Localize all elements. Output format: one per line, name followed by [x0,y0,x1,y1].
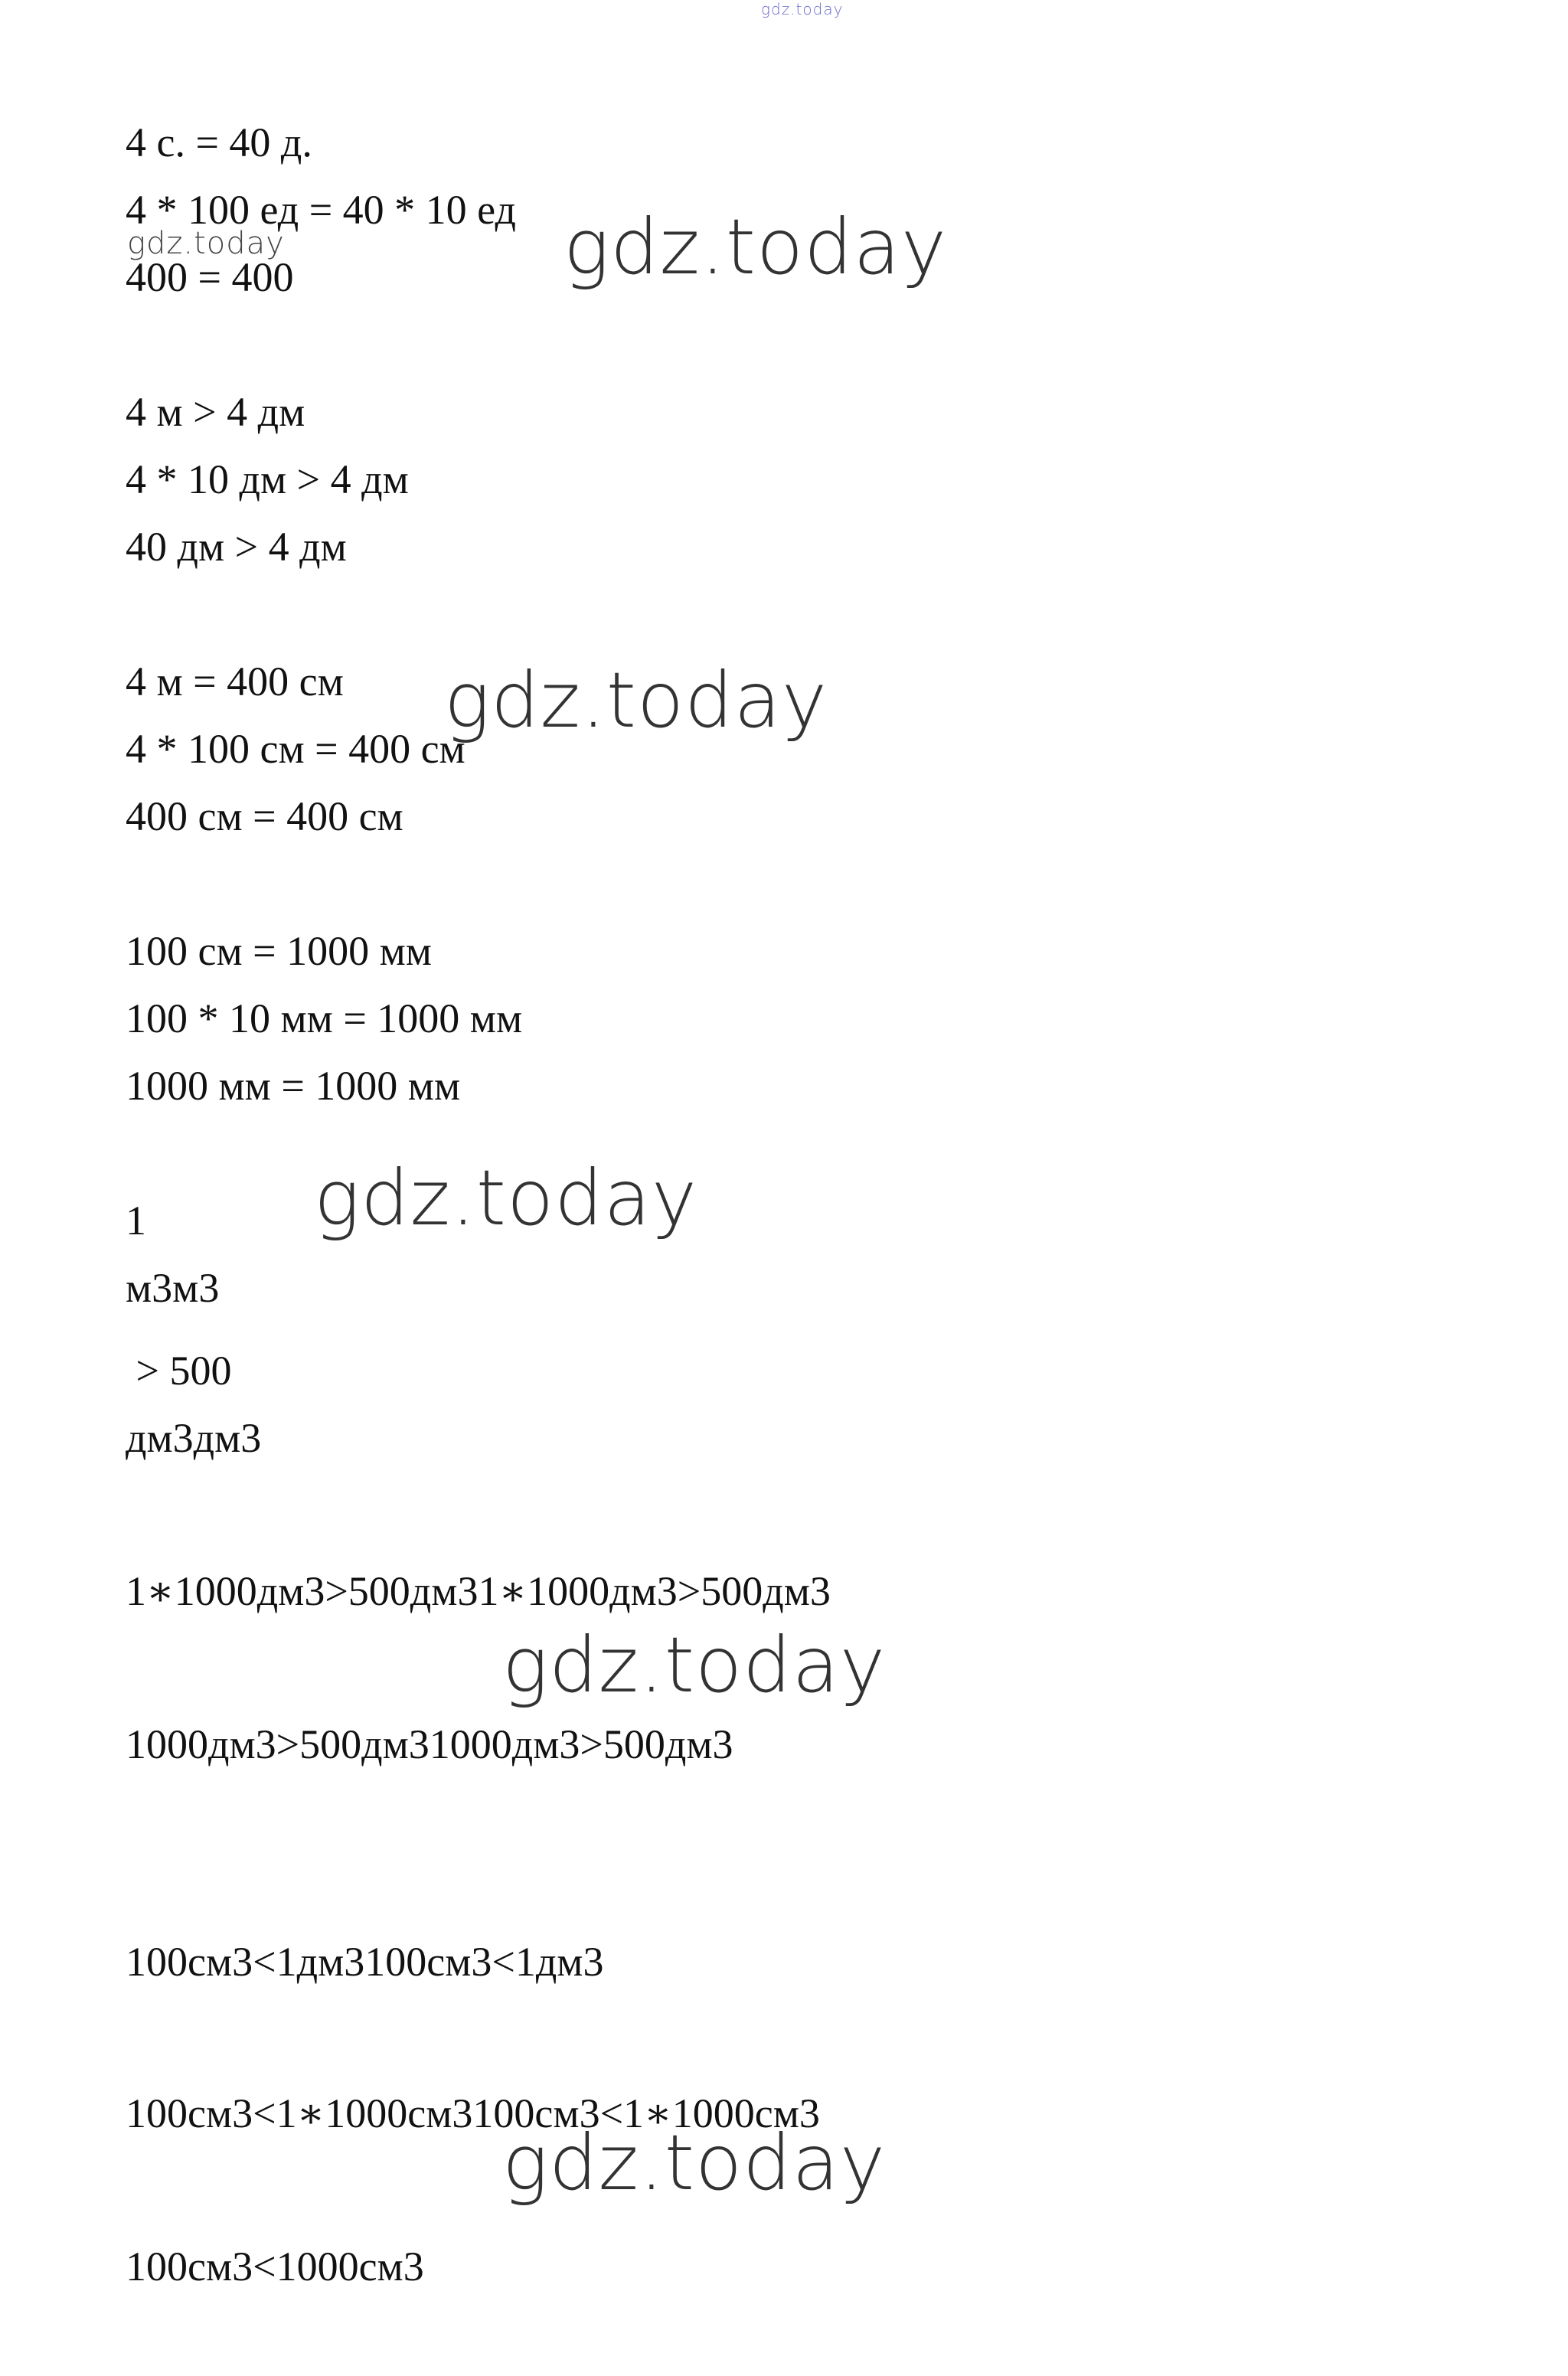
text-line: дм3дм3 [126,1415,262,1461]
text-line: 1∗1000дм3>500дм31∗1000дм3>500дм3 [126,1568,831,1614]
text-line: 4 * 10 дм > 4 дм [126,456,409,502]
text-line: 100 * 10 мм = 1000 мм [126,995,523,1041]
text-line: 400 см = 400 см [126,793,403,839]
text-line: 1 [126,1198,146,1244]
text-line: 100см3<1000см3 [126,2244,424,2289]
watermark-5: gdz.today [502,2118,887,2208]
small-watermark: gdz.today [127,226,285,261]
watermark-3: gdz.today [314,1153,698,1243]
text-line: 4 м > 4 дм [126,389,305,435]
text-line: 4 * 100 см = 400 см [126,726,466,772]
text-line: 1000 мм = 1000 мм [126,1063,461,1109]
header-watermark: gdz.today [761,0,844,18]
watermark-4: gdz.today [502,1620,887,1710]
text-line: 4 м = 400 см [126,659,344,704]
text-line: 100см3<1дм3100см3<1дм3 [126,1939,604,1985]
text-line: 40 дм > 4 дм [126,524,347,570]
text-line: > 500 [126,1348,232,1394]
text-line: 4 * 100 ед = 40 * 10 ед [126,187,516,233]
text-line: 100см3<1∗1000см3100см3<1∗1000см3 [126,2090,820,2136]
text-line: 100 см = 1000 мм [126,928,432,974]
text-line: м3м3 [126,1265,220,1311]
text-line: 4 с. = 40 д. [126,119,312,165]
text-line: 400 = 400 [126,254,294,300]
watermark-1: gdz.today [564,202,948,292]
watermark-2: gdz.today [444,655,828,745]
text-line: 1000дм3>500дм31000дм3>500дм3 [126,1721,733,1767]
